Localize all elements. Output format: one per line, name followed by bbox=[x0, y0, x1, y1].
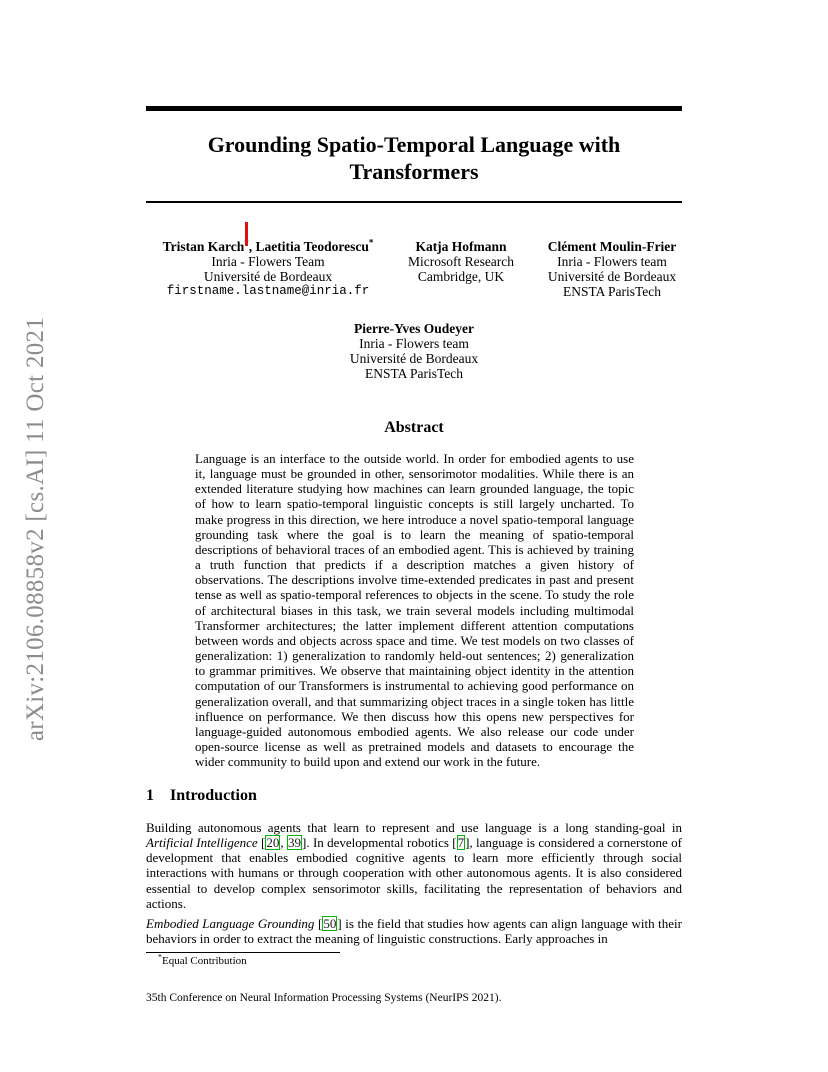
author-block-hofmann bbox=[392, 239, 530, 284]
paragraph-text: [ bbox=[257, 835, 266, 851]
author-name: Clément Moulin-Frier bbox=[547, 239, 677, 254]
author-email: firstname.lastname@inria.fr bbox=[166, 284, 370, 298]
author-affiliation: ENSTA ParisTech bbox=[364, 366, 464, 381]
footnote-mark: * bbox=[158, 952, 162, 962]
author-affiliation: ENSTA ParisTech bbox=[562, 284, 662, 299]
author-name-teodorescu: , Laetitia Teodorescu bbox=[248, 239, 369, 254]
author-name-karch: Tristan Karch bbox=[162, 239, 245, 254]
abstract-heading: Abstract bbox=[384, 419, 444, 436]
author-affiliation: Inria - Flowers team bbox=[557, 254, 667, 269]
citation-link-7[interactable]: 7 bbox=[457, 835, 465, 851]
paragraph-emphasis: Artificial Intelligence bbox=[146, 835, 258, 851]
citation-link-50[interactable]: 50 bbox=[323, 916, 337, 931]
title-top-rule bbox=[146, 106, 682, 111]
paragraph-text: ] is the field that studies how agents can align language with their behaviors in order to extract the meaning of linguistic constructions. Early approaches in bbox=[146, 916, 682, 947]
author-name: Katja Hofmann bbox=[415, 239, 507, 254]
section-heading-introduction bbox=[146, 787, 257, 805]
author-affiliation: Cambridge, UK bbox=[417, 269, 505, 284]
section-title: Introduction bbox=[170, 787, 257, 804]
author-block-moulin-frier bbox=[522, 239, 702, 299]
paragraph-text: Building autonomous agents that learn to represent and use language is a long standing-goal in bbox=[146, 820, 682, 835]
paragraph-text: , bbox=[280, 835, 287, 851]
arxiv-stamp bbox=[20, 298, 52, 760]
author-affiliation: Université de Bordeaux bbox=[203, 269, 333, 284]
paragraph-text: [ bbox=[314, 916, 323, 931]
footnote-text: Equal Contribution bbox=[162, 955, 247, 967]
author-affiliation: Université de Bordeaux bbox=[349, 351, 479, 366]
section-number: 1 bbox=[146, 787, 154, 804]
citation-link-39[interactable]: 39 bbox=[288, 835, 301, 851]
citation-link-20[interactable]: 20 bbox=[266, 835, 280, 851]
author-block-karch-teodorescu bbox=[160, 239, 376, 299]
abstract-body: Language is an interface to the outside world. In order for embodied agents to use it, language must be grounded in other, sensorimotor modalities. While there is an extended literature studying how machines can learn grounded language, the topic of how to learn spatio-temporal linguistic concepts is still largely uncharted. To make progress in this direction, we here introduce a novel spatio-temporal language grounding task where the goal is to learn the meaning of spatio-temporal descriptions of behavioral traces of an embodied agent. This is achieved by training a truth function that predicts if a description matches a given history of observations. The descriptions involve time-extended predicates in past and present tense as well as spatio-temporal references to objects in the scene. To study the role of architectural biases in this task, we train several models including multimodal Transformer architectures; the latter implement different attention computations between words and objects across space and time. We test models on two classes of generalization: 1) generalization to randomly held-out sentences; 2) generalization to grammar primitives. We observe that maintaining object identity in the attention computation of our Transformers is instrumental to achieving good performance on generalization overall, and that summarizing object traces in a single token has little influence on performance. We then discuss how this opens new perspectives for language-guided autonomous embodied agents. We also release our code under open-source license as well as pretrained models and datasets to encourage the wider community to build upon and extend our work in the future. bbox=[195, 451, 634, 770]
paragraph-text: ], language is considered a cornerstone of development that enables embodied cognitive agents to learn more efficiently through social interactions with humans or through cooperation with other autonomous agents. It is also considered essential to develop complex sensorimotor skills, facilitating the representation of behaviors and actions. bbox=[146, 835, 682, 911]
author-name: Pierre-Yves Oudeyer bbox=[353, 321, 475, 336]
conference-footer: 35th Conference on Neural Information Processing Systems (NeurIPS 2021). bbox=[146, 992, 502, 1004]
author-affiliation: Inria - Flowers Team bbox=[211, 254, 325, 269]
equal-contribution-mark: * bbox=[368, 237, 374, 248]
author-affiliation: Université de Bordeaux bbox=[547, 269, 677, 284]
intro-paragraph-2 bbox=[146, 916, 682, 946]
title-bottom-rule bbox=[146, 201, 682, 203]
arxiv-stamp-text: arXiv:2106.08858v2 [cs.AI] 11 Oct 2021 bbox=[22, 316, 50, 742]
text-cursor-marker bbox=[245, 222, 248, 246]
author-affiliation: Microsoft Research bbox=[407, 254, 515, 269]
footnote bbox=[158, 952, 247, 968]
paragraph-text: ]. In developmental robotics [ bbox=[302, 835, 457, 851]
paper-title: Grounding Spatio-Temporal Language with Transformers bbox=[207, 132, 621, 184]
author-block-oudeyer bbox=[314, 321, 514, 381]
intro-paragraph-1 bbox=[146, 820, 682, 911]
footnote-rule bbox=[146, 952, 340, 953]
author-names bbox=[160, 239, 376, 254]
paragraph-emphasis: Embodied Language Grounding bbox=[146, 916, 315, 931]
author-affiliation: Inria - Flowers team bbox=[359, 336, 469, 351]
